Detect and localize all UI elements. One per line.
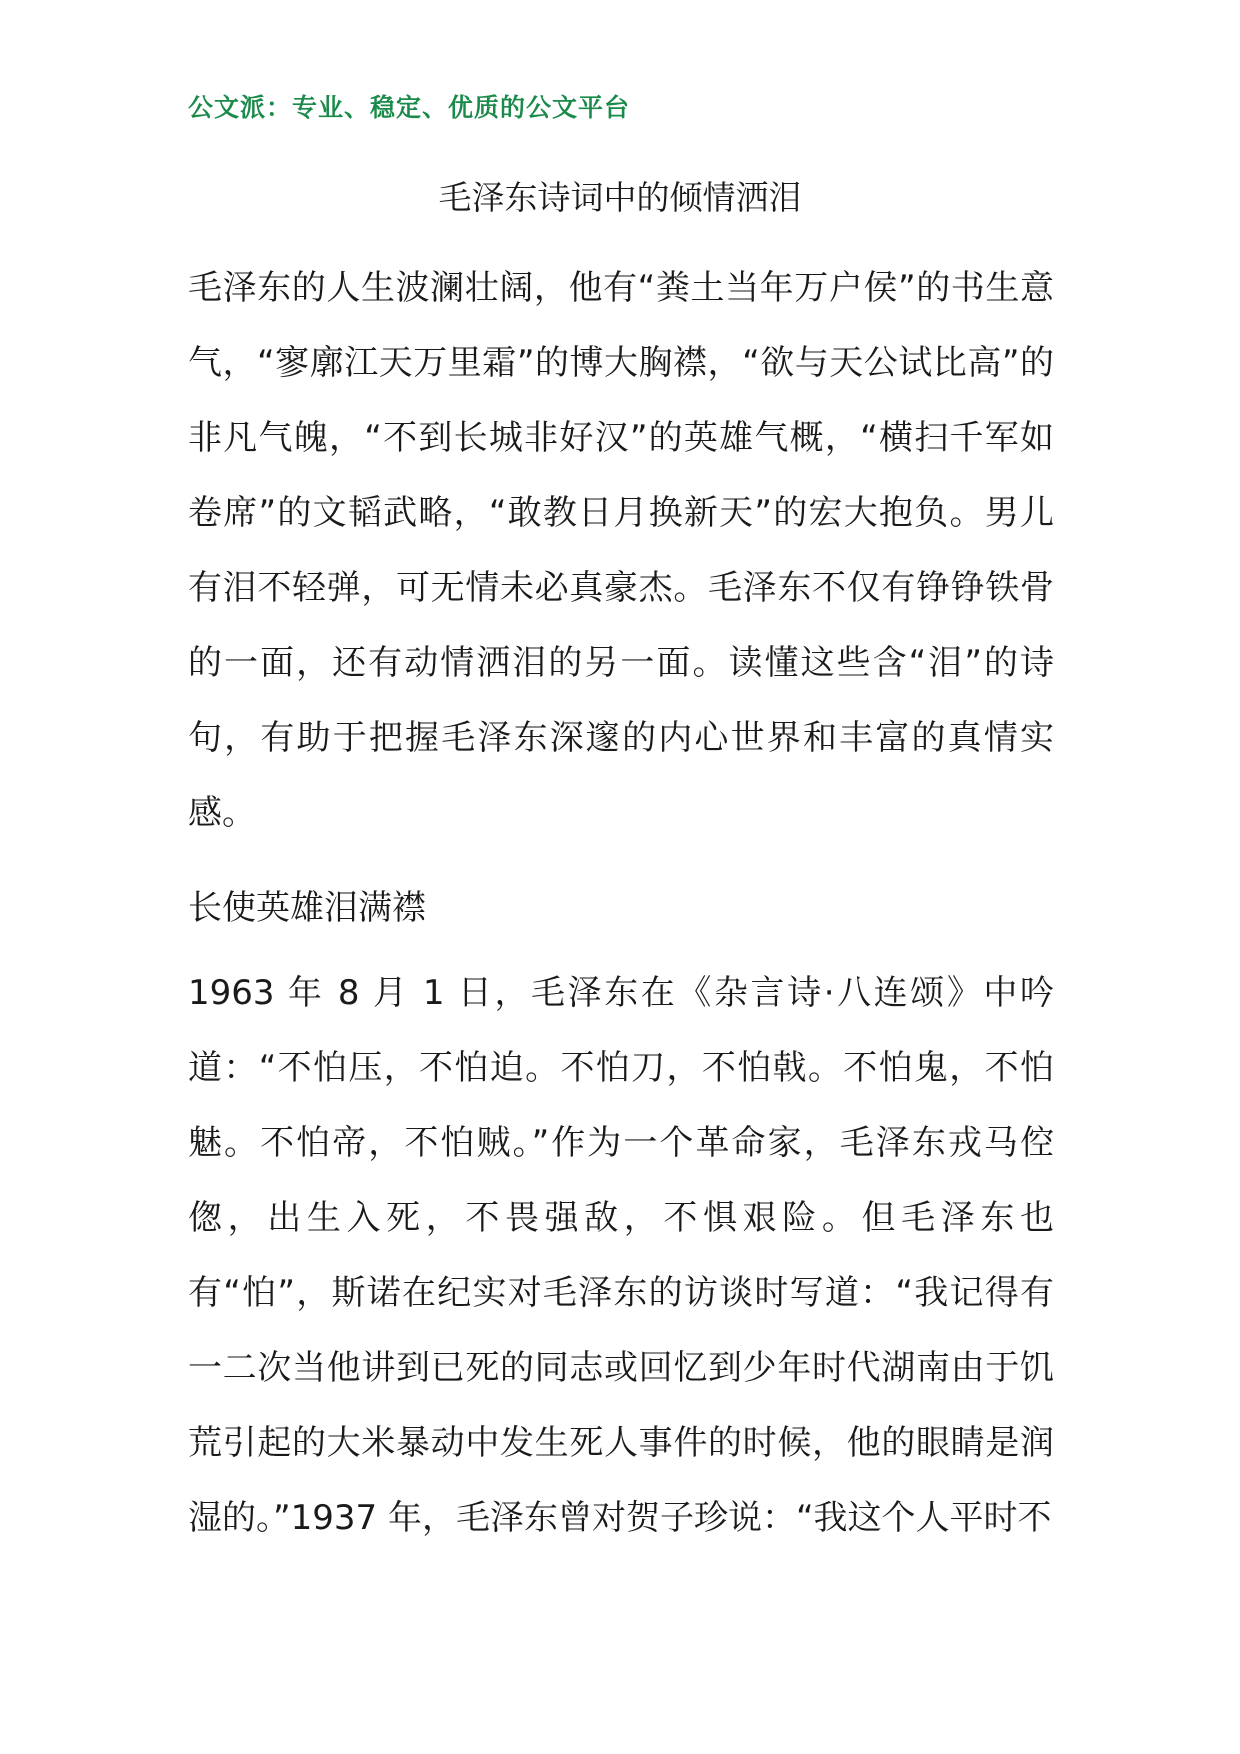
intro-paragraph: 毛泽东的人生波澜壮阔，他有“粪土当年万户侯”的书生意气，“寥廓江天万里霜”的博大胸襟，“欲与天公试比高”的非凡气魄，“不到长城非好汉”的英雄气概，“横扫千军如卷席”的文韬武略，“敢教日月换新天”的宏大抱负。男儿有泪不轻弹，可无情未必真豪杰。毛泽东不仅有铮铮铁骨的一面，还有动情洒泪的另一面。读懂这些含“泪”的诗句，有助于把握毛泽东深邃的内心世界和丰富的真情实感。 bbox=[188, 268, 1054, 833]
body-paragraph: 1963 年 8 月 1 日，毛泽东在《杂言诗·八连颂》中吟道：“不怕压，不怕迫。不怕刀，不怕戟。不怕鬼，不怕魅。不怕帝，不怕贼。”作为一个革命家，毛泽东戎马倥偬，出生入死，不畏强敌，不惧艰险。但毛泽东也有“怕”，斯诺在纪实对毛泽东的访谈时写道：“我记得有一二次当他讲到已死的同志或回忆到少年时代湖南由于饥荒引起的大米暴动中发生死人事件的时候，他的眼睛是润湿的。”1937 年，毛泽东曾对贺子珍说：“我这个人平时不 bbox=[188, 973, 1054, 1538]
section-heading: 长使英雄泪满襟 bbox=[188, 888, 426, 928]
brand-header: 公文派：专业、稳定、优质的公文平台 bbox=[188, 93, 631, 122]
document-title: 毛泽东诗词中的倾情洒泪 bbox=[438, 178, 802, 217]
